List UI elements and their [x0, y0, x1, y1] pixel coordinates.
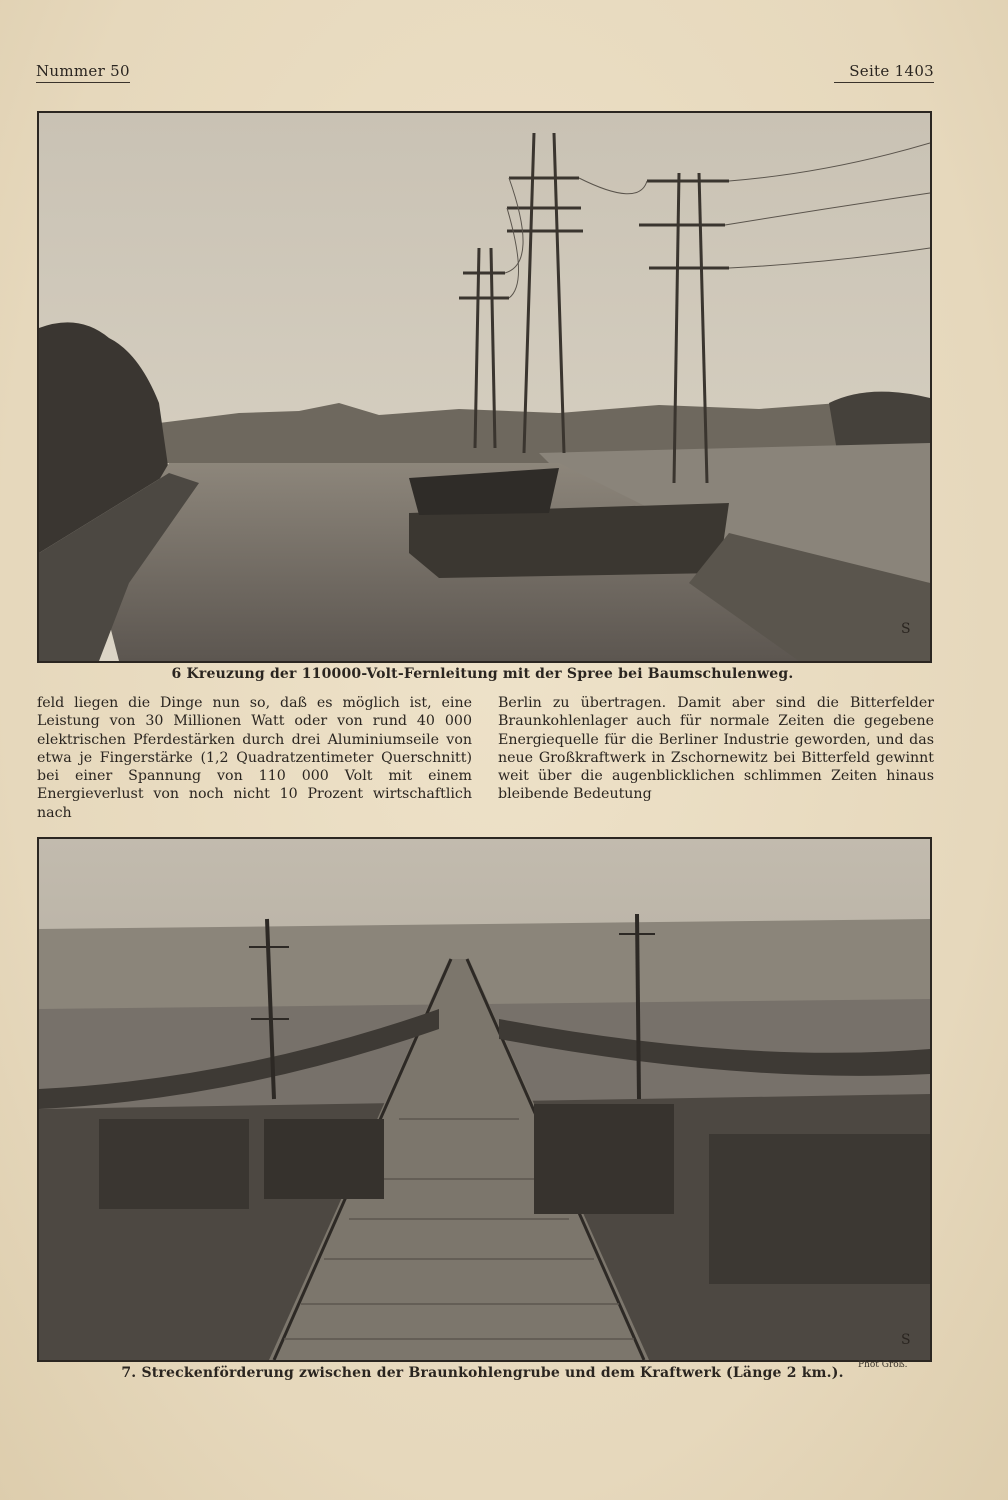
photo-conveyor-image — [39, 839, 930, 1360]
right-paragraph: Berlin zu übertragen. Damit aber sind die Bitterfelder Braunkohlenlager auch für normale Zeiten die gegebene Energiequelle für die Berliner Industrie geworden, und das neue Großkraftwerk in Zschornewitz bei Bitterfeld gewinnt weit über die augenblicklichen schlimmen Zeiten hinaus bleibende Bedeutung — [498, 695, 934, 803]
text-column-left — [37, 694, 472, 822]
issue-number: Nummer 50 — [36, 62, 130, 83]
photo-power-line-image — [39, 113, 930, 661]
text-column-right — [498, 694, 934, 804]
photo-power-line-crossing — [37, 111, 932, 663]
svg-text:S: S — [901, 621, 911, 637]
left-paragraph: feld liegen die Dinge nun so, daß es möglich ist, eine Leistung von 30 Millionen Watt oder von rund 40 000 elektrischen Pferdestärken durch drei Aluminiumseile von etwa je Fingerstärke (1,2 Quadratzentimeter Querschnitt) bei einer Spannung von 110 000 Volt mit einem Energieverlust von noch nicht 10 Prozent wirtschaftlich nach — [37, 695, 472, 821]
figure-7-caption: 7. Streckenförderung zwischen der Braunkohlengrube und dem Kraftwerk (Länge 2 km.). — [121, 1365, 844, 1381]
figure-6-caption: 6 Kreuzung der 110000-Volt-Fernleitung mit der Spree bei Baumschulenweg. — [171, 666, 794, 682]
svg-text:S: S — [901, 1332, 911, 1348]
photo-credit: Phot Groß. — [858, 1360, 908, 1370]
page-number: Seite 1403 — [834, 62, 934, 83]
photo-conveyor-track — [37, 837, 932, 1362]
